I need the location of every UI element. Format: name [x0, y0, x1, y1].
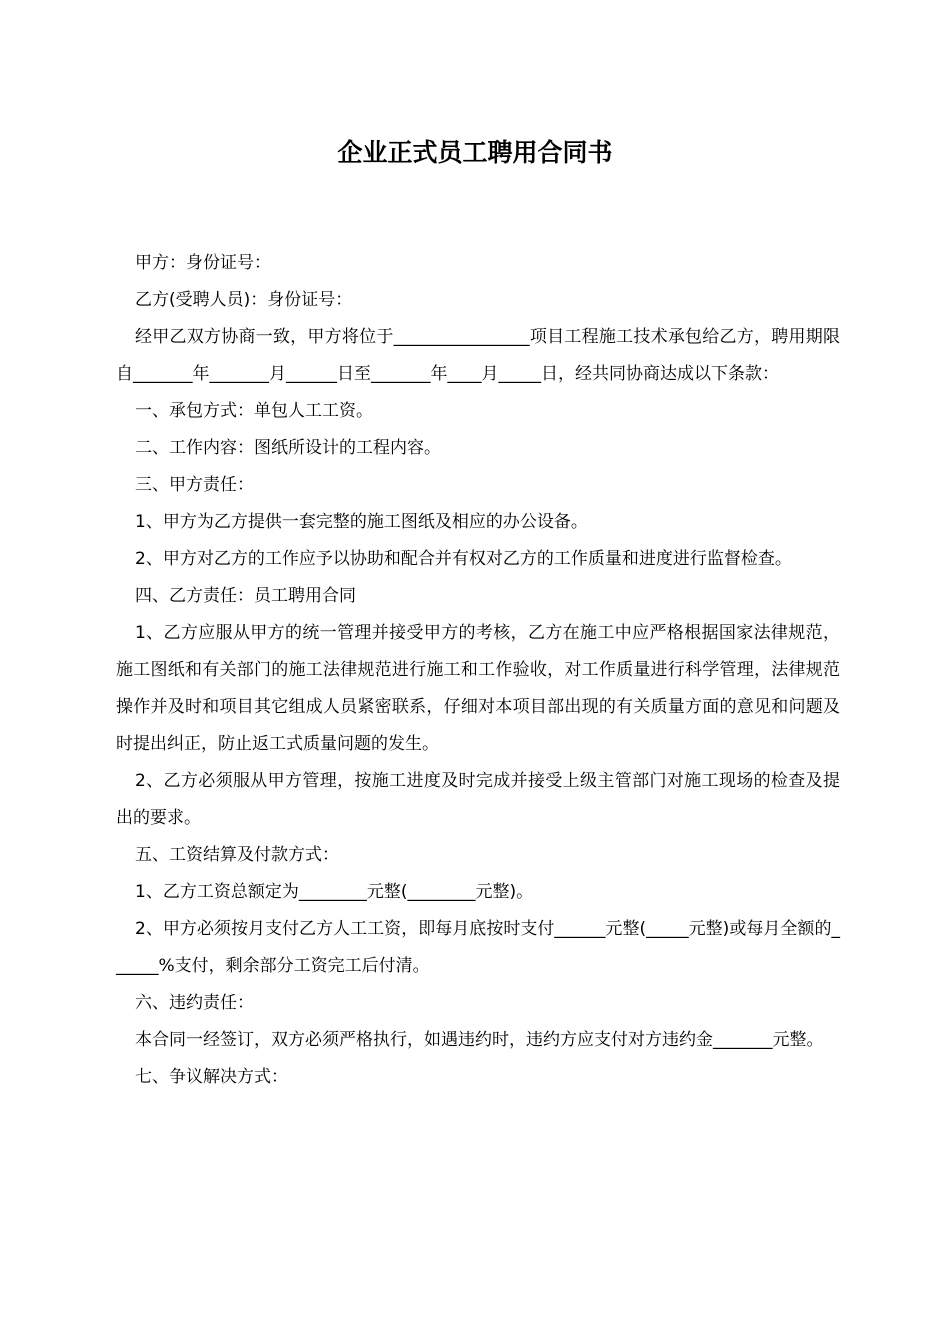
section-1-contract-method: 一、承包方式：单包人工工资。 [135, 401, 373, 421]
section-3-heading: 三、甲方责任： [135, 475, 254, 495]
document-title: 企业正式员工聘用合同书 [337, 138, 613, 167]
section-5-heading: 五、工资结算及付款方式： [135, 845, 339, 865]
section-4-heading: 四、乙方责任：员工聘用合同 [135, 586, 356, 606]
section-3-item-1: 1、甲方为乙方提供一套完整的施工图纸及相应的办公设备。 [135, 512, 588, 532]
section-3-item-2: 2、甲方对乙方的工作应予以协助和配合并有权对乙方的工作质量和进度进行监督检查。 [135, 549, 792, 569]
preamble-paragraph: 经甲乙双方协商一致，甲方将位于________________项目工程施工技术承包给乙方，聘用期限自_______年_______月______日至_______年____月_____日，经共同协商达成以下条款： [116, 327, 840, 384]
section-4-item-1: 1、乙方应服从甲方的统一管理并接受甲方的考核，乙方在施工中应严格根据国家法律规范，施工图纸和有关部门的施工法律规范进行施工和工作验收，对工作质量进行科学管理，法律规范操作并及时和项目其它组成人员紧密联系，仔细对本项目部出现的有关质量方面的意见和问题及时提出纠正，防止返工式质量问题的发生。 [116, 623, 840, 754]
document-body [116, 245, 840, 1096]
party-a-line: 甲方：身份证号： [135, 253, 271, 273]
section-5-item-2: 2、甲方必须按月支付乙方人工工资，即每月底按时支付______元整(_____元整)或每月全额的______%支付，剩余部分工资完工后付清。 [116, 919, 840, 976]
section-4-item-2: 2、乙方必须服从甲方管理，按施工进度及时完成并接受上级主管部门对施工现场的检查及提出的要求。 [116, 771, 840, 828]
party-b-line: 乙方(受聘人员)：身份证号： [135, 290, 353, 310]
section-6-heading: 六、违约责任： [135, 993, 254, 1013]
section-2-work-content: 二、工作内容：图纸所设计的工程内容。 [135, 438, 441, 458]
section-6-body: 本合同一经签订，双方必须严格执行，如遇违约时，违约方应支付对方违约金_______元整。 [135, 1030, 824, 1050]
section-5-item-1: 1、乙方工资总额定为________元整(________元整)。 [135, 882, 534, 902]
section-7-heading: 七、争议解决方式： [135, 1067, 288, 1087]
